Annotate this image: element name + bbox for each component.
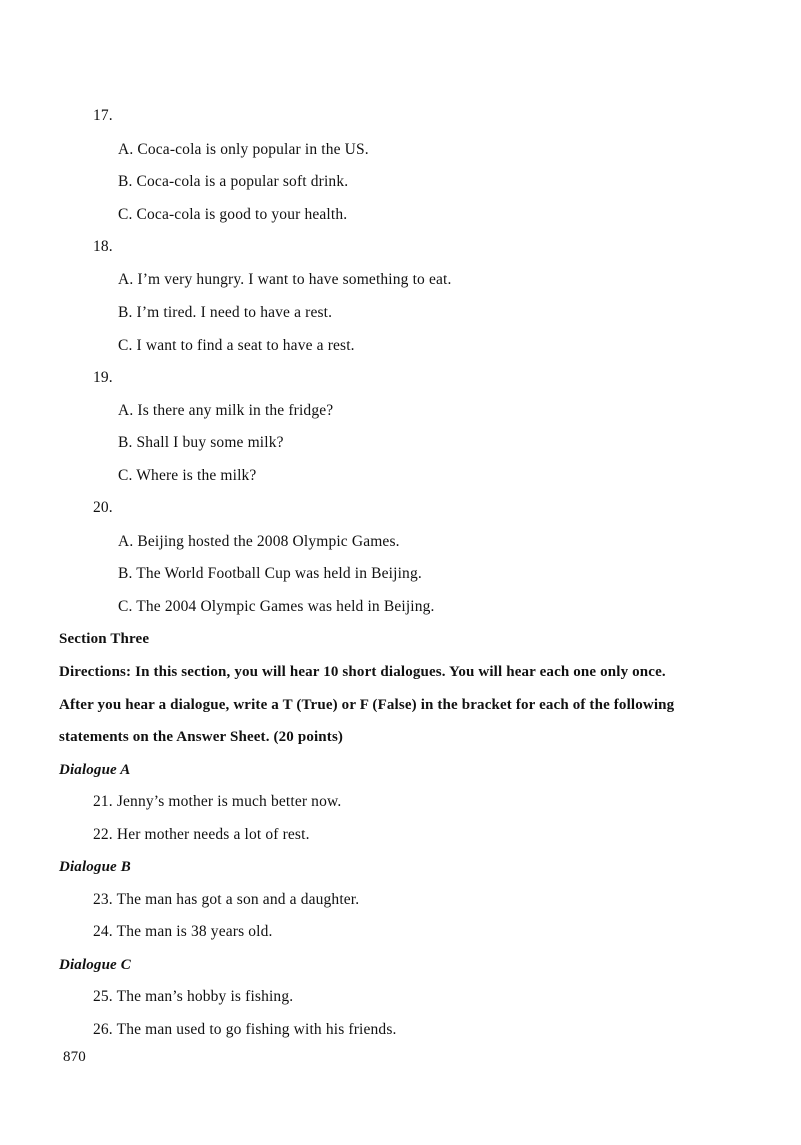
section-title: Section Three (59, 631, 150, 647)
directions-line: statements on the Answer Sheet. (20 points) (59, 729, 344, 745)
answer-option: A. Is there any milk in the fridge? (118, 402, 334, 419)
answer-option: B. Coca-cola is a popular soft drink. (118, 173, 349, 190)
answer-option: B. The World Football Cup was held in Beijing. (118, 565, 422, 582)
answer-option: C. Coca-cola is good to your health. (118, 206, 348, 223)
page-number: 870 (63, 1049, 86, 1065)
statement: 22. Her mother needs a lot of rest. (93, 826, 310, 843)
answer-option: A. I’m very hungry. I want to have something to eat. (118, 271, 452, 288)
question-number: 17. (93, 107, 113, 124)
statement: 23. The man has got a son and a daughter. (93, 891, 360, 908)
statement: 24. The man is 38 years old. (93, 923, 273, 940)
answer-option: C. I want to find a seat to have a rest. (118, 337, 355, 354)
directions-line: Directions: In this section, you will hear 10 short dialogues. You will hear each one only once. (59, 664, 666, 680)
dialogue-title: Dialogue C (59, 957, 131, 973)
answer-option: C. The 2004 Olympic Games was held in Beijing. (118, 598, 435, 615)
question-number: 19. (93, 369, 113, 386)
answer-option: C. Where is the milk? (118, 467, 257, 484)
answer-option: B. I’m tired. I need to have a rest. (118, 304, 333, 321)
statement: 25. The man’s hobby is fishing. (93, 988, 294, 1005)
statement: 26. The man used to go fishing with his friends. (93, 1021, 397, 1038)
dialogue-title: Dialogue A (59, 762, 131, 778)
answer-option: A. Coca-cola is only popular in the US. (118, 141, 369, 158)
question-number: 18. (93, 238, 113, 255)
dialogue-title: Dialogue B (59, 859, 131, 875)
statement: 21. Jenny’s mother is much better now. (93, 793, 342, 810)
question-number: 20. (93, 499, 113, 516)
answer-option: B. Shall I buy some milk? (118, 434, 284, 451)
directions-line: After you hear a dialogue, write a T (True) or F (False) in the bracket for each of the following (59, 697, 675, 713)
answer-option: A. Beijing hosted the 2008 Olympic Games. (118, 533, 400, 550)
